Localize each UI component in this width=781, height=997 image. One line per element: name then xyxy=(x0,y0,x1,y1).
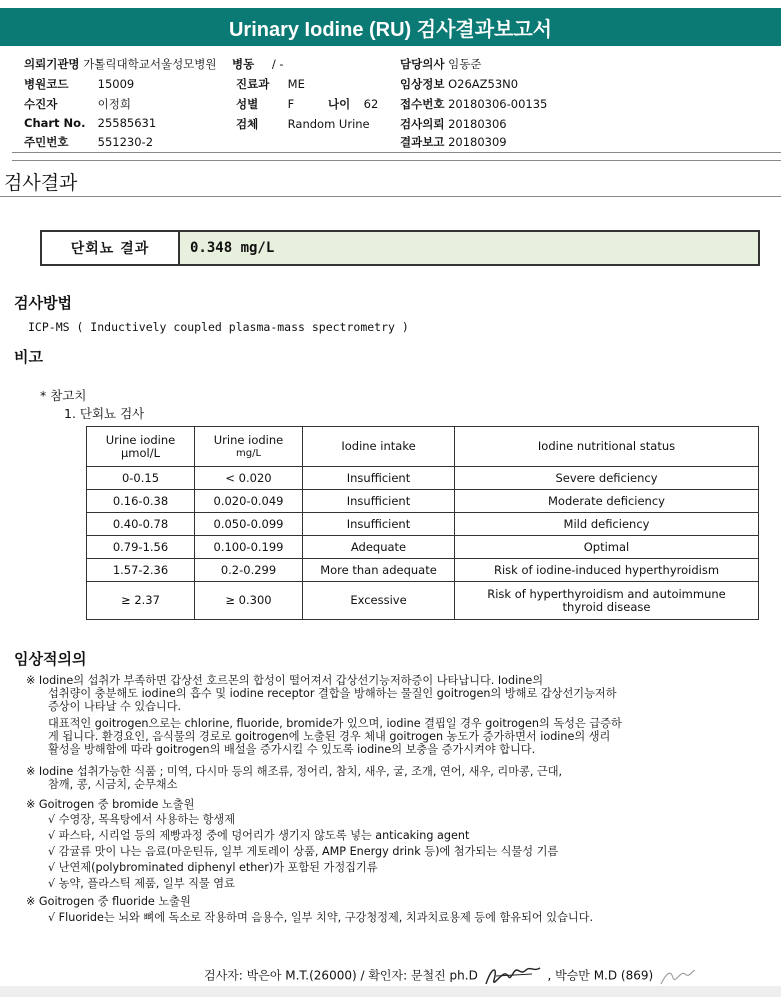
cell: Risk of hyperthyroidism and autoimmune thyroid disease xyxy=(455,582,759,620)
cell: Insufficient xyxy=(303,467,455,490)
clinical-line: √ Fluoride는 뇌와 뼈에 독소로 작용하며 음용수, 일부 치약, 구강청정제, 치과치료용제 등에 함유되어 있습니다. xyxy=(48,911,594,924)
cell: Insufficient xyxy=(303,513,455,536)
clinical-line: √ 농약, 플라스틱 제품, 일부 직물 염료 xyxy=(48,877,235,890)
cell: Mild deficiency xyxy=(455,513,759,536)
cell: Optimal xyxy=(455,536,759,559)
institution-value: 가톨릭대학교서울성모병원 xyxy=(83,57,217,71)
table-row xyxy=(87,582,759,620)
resident-field xyxy=(24,134,153,150)
clinical-heading: 임상적의의 xyxy=(14,650,87,668)
table-row xyxy=(87,490,759,513)
cell: Adequate xyxy=(303,536,455,559)
request-label: 검사의뢰 xyxy=(400,117,445,131)
clinical-line: √ 난연제(polybrominated diphenyl ether)가 포함된 가정집기류 xyxy=(48,861,378,874)
clinical-line: 섭취량이 충분해도 iodine의 흡수 및 iodine receptor 결합을 방해하는 물질인 goitrogen의 방해로 갑상선기능저하 xyxy=(48,687,617,700)
cell: Risk of iodine-induced hyperthyroidism xyxy=(455,559,759,582)
chart-field xyxy=(24,116,156,130)
reference-table xyxy=(86,426,759,620)
cell: 0-0.15 xyxy=(87,467,195,490)
patient-label: 수진자 xyxy=(24,97,58,111)
cell: 0.79-1.56 xyxy=(87,536,195,559)
cell: 0.16-0.38 xyxy=(87,490,195,513)
clinical-line: √ 수영장, 목욕탕에서 사용하는 항생제 xyxy=(48,813,236,826)
receipt-value: 20180306-00135 xyxy=(448,97,548,111)
dept-value: ME xyxy=(287,77,305,91)
header-divider-2 xyxy=(12,160,781,161)
cell: 0.100-0.199 xyxy=(195,536,303,559)
cell: 0.2-0.299 xyxy=(195,559,303,582)
ward-field xyxy=(232,56,284,72)
clinical-line: 대표적인 goitrogen으로는 chlorine, fluoride, bromide가 있으며, iodine 결핍일 경우 goitrogen의 독성은 급증하 xyxy=(48,717,622,730)
header-mgl: Urine iodine mg/L xyxy=(195,427,303,467)
results-heading: 검사결과 xyxy=(4,172,78,194)
request-value: 20180306 xyxy=(448,117,507,131)
clinical-line: 활성을 방해함에 따라 goitrogen의 배설을 증가시킬 수 있도록 iodine의 보충을 증가시켜야 합니다. xyxy=(48,743,536,756)
dept-field xyxy=(236,76,305,92)
clinical-line: ※ Iodine 섭취가능한 식품 ; 미역, 다시마 등의 해조류, 정어리, 참치, 새우, 굴, 조개, 연어, 새우, 리마콩, 근대, xyxy=(26,765,563,778)
reference-heading: * 참고치 xyxy=(40,388,87,403)
sex-field xyxy=(236,96,294,112)
page-footer-bar xyxy=(0,986,781,997)
chart-value: 25585631 xyxy=(97,116,157,130)
cell: Excessive xyxy=(303,582,455,620)
table-row xyxy=(87,559,759,582)
report-title: Urinary Iodine (RU) 검사결과보고서 xyxy=(0,8,781,46)
method-text: ICP-MS ( Inductively coupled plasma-mass spectrometry ) xyxy=(28,320,409,334)
header-umol: Urine iodine μmol/L xyxy=(87,427,195,467)
clinical-line: 게 됩니다. 환경요인, 음식물의 경로로 goitrogen에 노출된 경우 체내 goitrogen 농도가 증가하면서 iodine의 생리 xyxy=(48,730,611,743)
method-heading: 검사방법 xyxy=(14,294,72,312)
patient-field xyxy=(24,96,131,112)
specimen-label: 검체 xyxy=(236,117,259,131)
clinical-line: ※ Iodine의 섭취가 부족하면 갑상선 호르몬의 합성이 떨어져서 갑상선기능저하증이 나타납니다. Iodine의 xyxy=(26,674,544,687)
cell: 0.020-0.049 xyxy=(195,490,303,513)
report-date-value: 20180309 xyxy=(448,135,507,149)
receipt-label: 접수번호 xyxy=(400,97,445,111)
clinical-info-field xyxy=(400,76,518,92)
age-label: 나이 xyxy=(328,97,351,111)
clinical-line: ※ Goitrogen 중 bromide 노출원 xyxy=(26,798,195,811)
age-field xyxy=(328,96,378,112)
resident-label: 주민번호 xyxy=(24,135,69,149)
institution-field xyxy=(24,56,217,72)
cell: < 0.020 xyxy=(195,467,303,490)
cell: 1.57-2.36 xyxy=(87,559,195,582)
clinical-info-label: 임상정보 xyxy=(400,77,445,91)
cell: ≥ 2.37 xyxy=(87,582,195,620)
header-divider xyxy=(12,152,781,153)
result-label: 단회뇨 결과 xyxy=(42,232,180,264)
cell: 0.40-0.78 xyxy=(87,513,195,536)
header-intake: Iodine intake xyxy=(303,427,455,467)
clinical-line: √ 감귤류 맛이 나는 음료(마운틴듀, 일부 게토레이 상품, AMP Energy drink 등)에 첨가되는 식물성 기름 xyxy=(48,845,559,858)
sex-value: F xyxy=(287,97,295,111)
table-row xyxy=(87,513,759,536)
signature-2-icon xyxy=(657,964,697,988)
hospital-code-value: 15009 xyxy=(97,77,135,91)
sex-label: 성별 xyxy=(236,97,259,111)
report-date-label: 결과보고 xyxy=(400,135,445,149)
cell: More than adequate xyxy=(303,559,455,582)
institution-label: 의뢰기관명 xyxy=(24,57,80,71)
result-box xyxy=(40,230,760,266)
hospital-code-label: 병원코드 xyxy=(24,77,69,91)
results-divider xyxy=(0,196,781,197)
cell: ≥ 0.300 xyxy=(195,582,303,620)
request-field xyxy=(400,116,507,132)
clinical-line: 증상이 나타날 수 있습니다. xyxy=(48,700,182,713)
hospital-code-field xyxy=(24,76,134,92)
resident-value: 551230-2 xyxy=(97,135,154,149)
reference-subheading: 1. 단회뇨 검사 xyxy=(64,406,145,421)
examiner-text: 검사자: 박은아 M.T.(26000) / 확인자: 문철진 ph.D xyxy=(204,968,478,983)
receipt-field xyxy=(400,96,547,112)
remarks-heading: 비고 xyxy=(14,348,43,366)
chart-label: Chart No. xyxy=(24,116,86,130)
clinical-line: 참깨, 콩, 시금치, 순무채소 xyxy=(48,778,178,791)
report-date-field xyxy=(400,134,507,150)
approver-text: , 박승만 M.D (869) xyxy=(547,968,654,983)
table-row xyxy=(87,467,759,490)
dept-label: 진료과 xyxy=(236,77,270,91)
table-header-row xyxy=(87,427,759,467)
specimen-field xyxy=(236,116,370,132)
patient-value: 이정희 xyxy=(97,97,131,111)
cell: Moderate deficiency xyxy=(455,490,759,513)
doctor-label: 담당의사 xyxy=(400,57,445,71)
cell: Severe deficiency xyxy=(455,467,759,490)
specimen-value: Random Urine xyxy=(287,117,370,131)
cell: 0.050-0.099 xyxy=(195,513,303,536)
doctor-field xyxy=(400,56,481,72)
clinical-info-value: O26AZ53N0 xyxy=(448,77,519,91)
cell: Insufficient xyxy=(303,490,455,513)
doctor-value: 임동준 xyxy=(448,57,482,71)
age-value: 62 xyxy=(363,97,379,111)
result-value: 0.348 mg/L xyxy=(180,232,758,264)
table-row xyxy=(87,536,759,559)
ward-label: 병동 xyxy=(232,57,255,71)
clinical-line: ※ Goitrogen 중 fluoride 노출원 xyxy=(26,895,191,908)
header-status: Iodine nutritional status xyxy=(455,427,759,467)
ward-value: / - xyxy=(271,57,284,71)
clinical-line: √ 파스타, 시리얼 등의 제빵과정 중에 덩어리가 생기지 않도록 넣는 anticaking agent xyxy=(48,829,470,842)
